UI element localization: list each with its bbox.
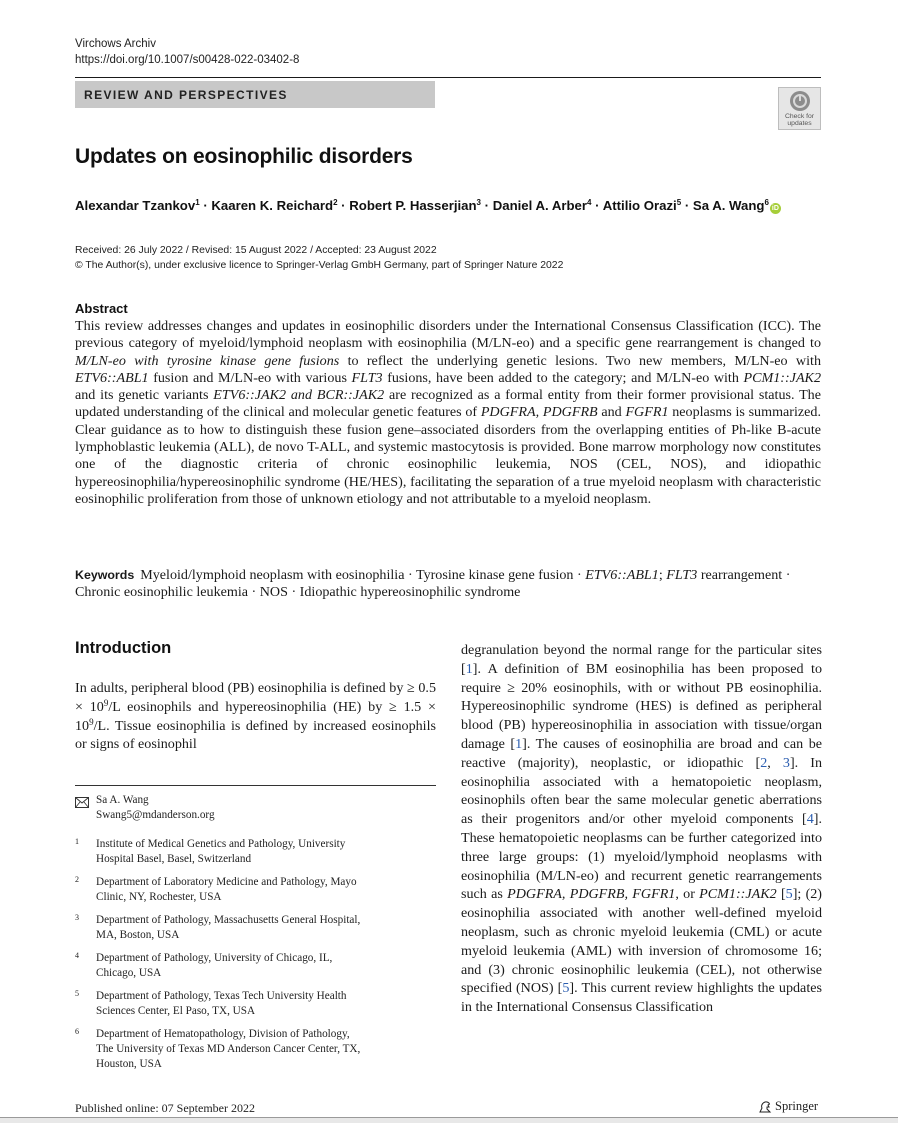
springer-horse-icon [758,1100,772,1114]
author-separator: · [481,198,493,213]
author-name[interactable]: Kaaren K. Reichard [211,198,334,213]
keywords-heading: Keywords [75,568,135,582]
affiliation-line: Department of Hematopathology, Division of Pathology, [96,1028,350,1040]
author-name[interactable]: Daniel A. Arber [492,198,588,213]
check-updates-text-2: updates [787,120,812,127]
affiliation-line: Chicago, USA [96,967,162,979]
affiliation-line: Department of Pathology, Texas Tech University Health [96,990,347,1002]
affiliation-number: 2 [75,875,79,884]
citation-link[interactable]: 1 [515,735,523,752]
affiliation-number: 4 [75,951,79,960]
orcid-icon[interactable]: iD [771,205,779,212]
text-segment: ; [658,567,667,583]
article-dates [75,243,563,273]
affiliation-number: 6 [75,1027,79,1036]
footnote-rule [75,785,436,786]
envelope-icon [75,797,89,808]
affiliation-line: Department of Pathology, Massachusetts General Hospital, [96,914,361,926]
author-affiliation-number: 1 [195,198,200,207]
text-segment: fusions, have been added to the category; and M/LN-eo with [382,369,744,386]
text-segment: and [597,404,626,421]
text-segment: PDGFRA, PDGFRB, FGFR1 [507,886,676,903]
author-name[interactable]: Robert P. Hasserjian [349,198,477,213]
text-segment: ETV6::JAK2 and BCR::JAK2 [213,387,385,404]
author-name[interactable]: Attilio Orazi [602,198,677,213]
author-affiliation-number: 6 [764,198,769,207]
affiliation-text [96,913,416,943]
author-list [75,198,781,214]
text-segment: rearrangement · Chronic eosinophilic leukemia · NOS · Idiopathic hypereosinophilic syndrome [75,567,791,601]
affiliation-text [96,837,416,867]
text-segment: are recognized as a formal entity from their former provisional status. The updated understanding of the clinical and molecular genetic features of [75,387,821,421]
abstract-text [75,318,821,508]
check-for-updates-badge[interactable] [778,87,821,130]
affiliation-line: Department of Laboratory Medicine and Pathology, Mayo [96,876,357,888]
author-separator: · [591,198,603,213]
author-affiliation-number: 3 [476,198,481,207]
text-segment: 9 [103,697,109,708]
author-separator: · [337,198,350,213]
affiliation-line: Houston, USA [96,1058,162,1070]
text-segment: , or [675,886,700,903]
publisher-name: Springer [775,1099,819,1113]
citation-link[interactable]: 5 [785,886,793,903]
text-segment: ]. The causes of eosinophilia are broad and can be reactive (majority), neoplastic, or idiopathic [ [461,735,822,771]
text-segment: 9 [89,716,94,727]
affiliation-number: 1 [75,837,79,846]
text-segment: In adults, peripheral blood (PB) eosinophilia is defined by ≥ 0.5 × 10 [75,680,436,715]
text-segment: to reflect the underlying genetic lesions. Two new members, M/LN-eo with [339,352,821,369]
affiliation-text [96,951,416,981]
author-separator: · [681,198,693,213]
affiliation-number: 5 [75,989,79,998]
text-segment: ETV6::ABL1 [585,567,659,583]
affiliation-line: MA, Boston, USA [96,929,180,941]
author-separator: · [199,198,212,213]
check-updates-text-1: Check for [784,113,815,120]
affiliation-text [96,1027,416,1072]
copyright-line: © The Author(s), under exclusive licence to Springer-Verlag GmbH Germany, part of Springer Nature 2022 [75,260,564,271]
published-online: Published online: 07 September 2022 [75,1101,255,1115]
text-segment: ETV6::ABL1 [75,369,149,386]
received-dates: Received: 26 July 2022 / Revised: 15 August 2022 / Accepted: 23 August 2022 [75,245,437,256]
affiliation-line: Hospital Basel, Basel, Switzerland [96,853,252,865]
text-segment: neoplasms is summarized. Clear guidance as to how to distinguish these fusion gene–associated disorders from the overlapping entities of Ph-like B-acute lymphoblastic leukemia (ALL), de novo T-ALL, and systemic mastocytosis is provided. Bone marrow morphology now constitutes one of the diagnostic criteria of chronic eosinophilic leukemia, NOS (CEL, NOS), and idiopathic hypereosinophilia/hypereosinophilic syndrome (HE/HES), facilitating the separation of a true myeloid neoplasm with characteristic eosinophilic proliferation from those of unknown etiology and not attributable to a myeloid neoplasm. [75,404,821,507]
doi-link[interactable]: https://doi.org/10.1007/s00428-022-03402-8 [75,54,300,66]
keywords-text [75,567,790,600]
author-affiliation-number: 2 [333,198,338,207]
publisher-logo [758,1099,818,1114]
viewer-bottom-strip [0,1117,898,1123]
check-updates-icon [790,91,810,111]
text-segment: degranulation beyond the normal range for the particular sites [ [461,642,822,677]
affiliation-line: Sciences Center, El Paso, TX, USA [96,1005,256,1017]
journal-name: Virchows Archiv [75,38,156,50]
text-segment: [ [776,886,786,903]
author-affiliation-number: 5 [676,198,682,207]
correspondence-email[interactable]: Swang5@mdanderson.org [96,809,215,821]
affiliation-text [96,875,416,905]
author-affiliation-number: 4 [587,198,592,207]
correspondence-contact [96,793,215,823]
correspondence-name: Sa A. Wang [96,794,149,806]
citation-link[interactable]: 3 [782,754,790,771]
text-segment: , [767,754,783,771]
text-segment: ]. This current review highlights the updates in the International Consensus Classification [461,980,822,1016]
text-segment: Myeloid/lymphoid neoplasm with eosinophilia · Tyrosine kinase gene fusion · [140,567,586,583]
article-category-bar: REVIEW AND PERSPECTIVES [75,81,435,108]
introduction-right-column [461,641,822,1017]
text-segment: and its genetic variants [75,387,214,404]
affiliation-line: The University of Texas MD Anderson Cancer Center, TX, [96,1043,361,1055]
text-segment: PCM1::JAK2 [743,369,821,386]
header-rule [75,77,821,78]
affiliation-line: Clinic, NY, Rochester, USA [96,891,222,903]
affiliation-line: Department of Pathology, University of Chicago, IL, [96,952,333,964]
article-title: Updates on eosinophilic disorders [75,145,413,168]
text-segment: M/LN-eo with tyrosine kinase gene fusions [75,352,340,369]
text-segment: /L. Tissue eosinophilia is defined by increased eosinophils or signs of eosinophil [75,717,436,753]
affiliation-line: Institute of Medical Genetics and Pathology, University [96,838,346,850]
author-name[interactable]: Sa A. Wang [692,198,765,213]
abstract-heading: Abstract [75,301,128,316]
citation-link[interactable]: 1 [465,660,473,677]
affiliation-text [96,989,416,1019]
citation-link[interactable]: 5 [562,980,570,997]
keywords [75,567,821,602]
journal-header [75,36,299,68]
text-segment: ]. In eosinophilia associated with a hematopoietic neoplasm, eosinophils often bear the same molecular genetic aberrations as their progenitors and/or other myeloid components [ [461,754,822,828]
text-segment: FLT3 [351,369,383,386]
citation-link[interactable]: 4 [806,811,814,828]
text-segment: /L eosinophils and hypereosinophilia (HE) by ≥ 1.5 × 10 [75,698,436,734]
text-segment: PCM1::JAK2 [699,886,777,903]
text-segment: ]. A definition of BM eosinophilia has been proposed to require ≥ 20% eosinophils, with or without PB eosinophilia. Hypereosinophilic syndrome (HES) is defined as peripheral blood (PB) hypereosinophilia in association with tissue/organ damage [ [461,660,822,752]
text-segment: PDGFRA, PDGFRB [480,404,598,421]
introduction-left-column [75,679,436,754]
text-segment: fusion and M/LN-eo with various [148,369,352,386]
text-segment: ]; (2) eosinophilia associated with another well-defined myeloid neoplasm, such as chronic myeloid leukemia (CML) or acute myeloid leukemia (AML) with inversion of chromosome 16; and (3) chronic eosinophilic leukemia (CEL), not otherwise specified (NOS) [ [461,886,823,997]
author-name[interactable]: Alexandar Tzankov [75,198,196,213]
text-segment: FGFR1 [625,404,669,421]
affiliation-number: 3 [75,913,79,922]
introduction-heading: Introduction [75,639,172,657]
citation-link[interactable]: 2 [760,754,768,771]
text-segment: This review addresses changes and updates in eosinophilic disorders under the International Consensus Classification (ICC). The previous category of myeloid/lymphoid neoplasm with eosinophilia (M/LN-eo) and a specific gene rearrangement is changed to [75,318,821,352]
text-segment: ]. These hematopoietic neoplasms can be further categorized into three large groups: (1) myeloid/lymphoid neoplasms with eosinophilia (M/LN-eo) and recurrent genetic rearrangements such as [461,811,822,903]
text-segment: FLT3 [666,567,698,583]
